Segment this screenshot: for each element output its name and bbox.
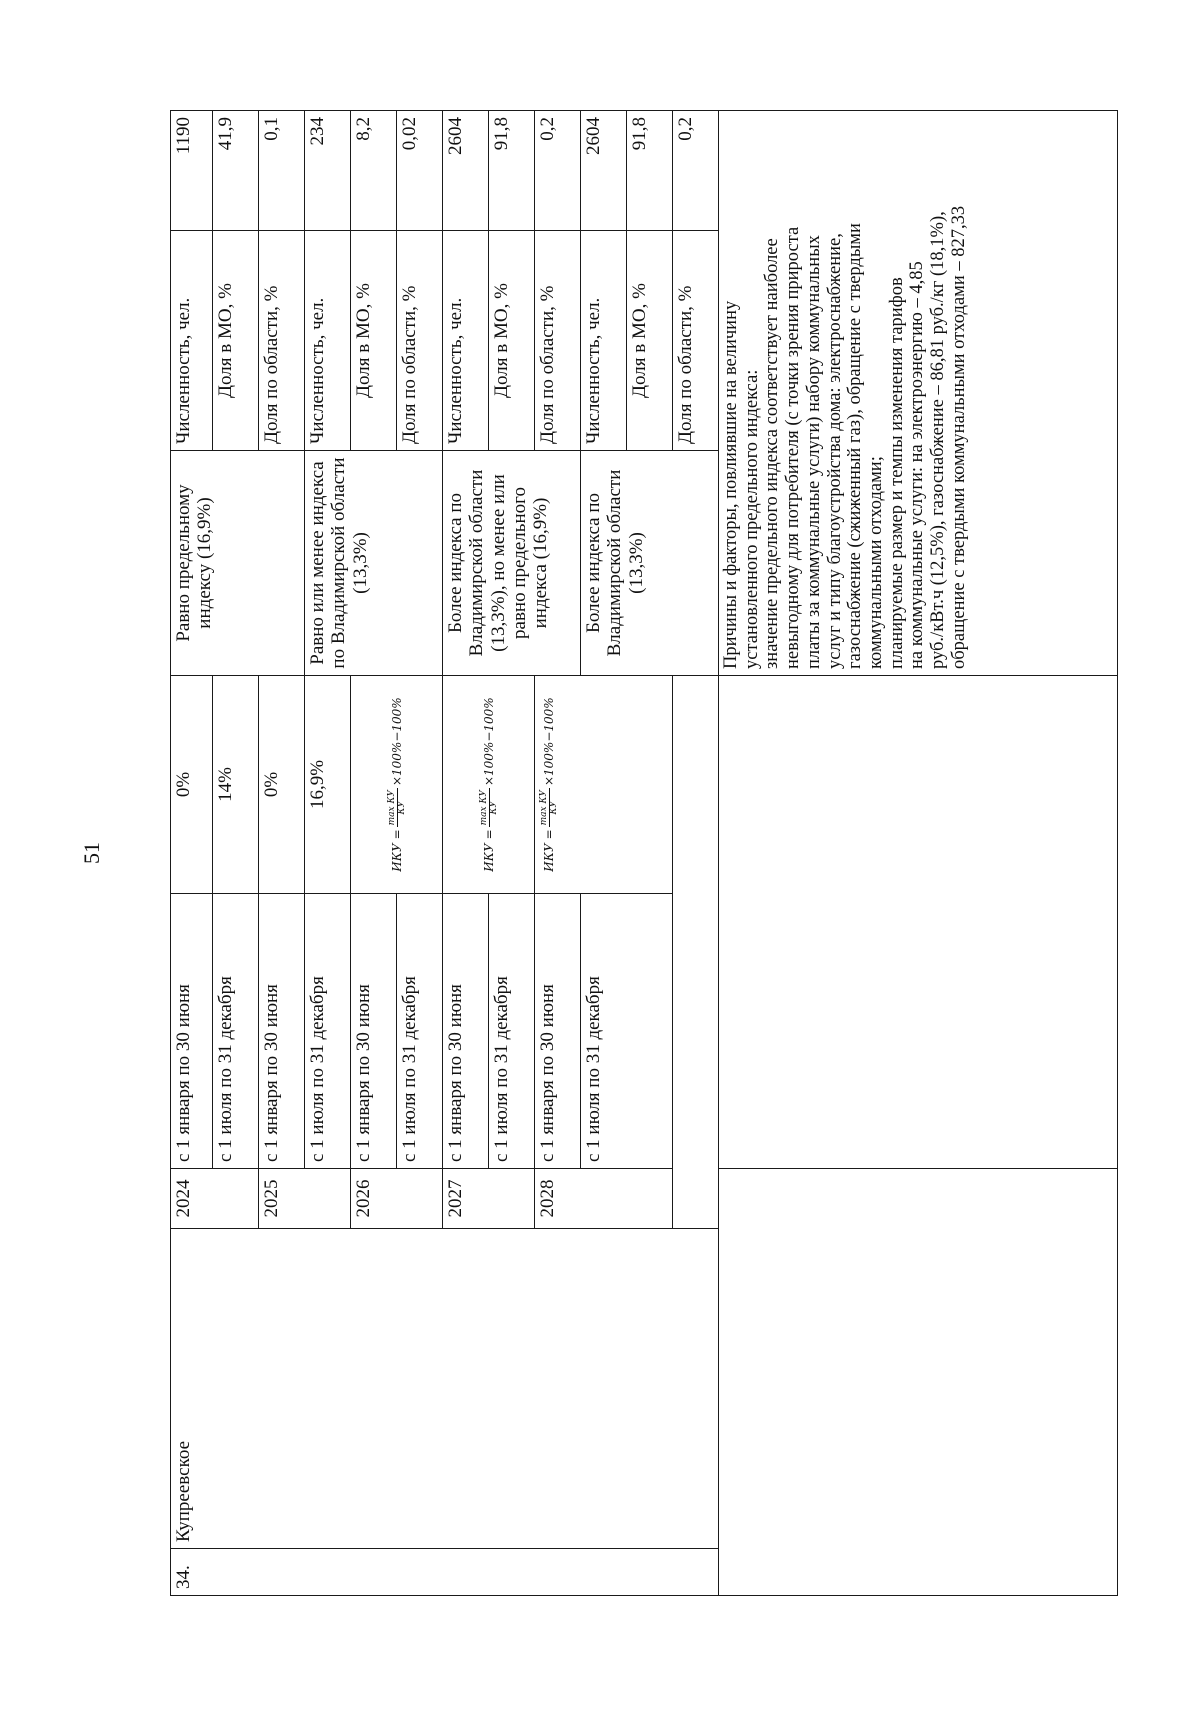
row-number: 34. — [171, 1549, 719, 1596]
stat-label: Доля по области, % — [259, 231, 305, 451]
period-cell: с 1 июля по 31 декабря — [305, 894, 351, 1169]
reasons-left-empty — [719, 1169, 1118, 1596]
tariff-index-table — [170, 110, 1118, 1596]
stat-value: 8,2 — [351, 111, 397, 231]
stat-value: 91,8 — [489, 111, 535, 231]
period-cell: с 1 июля по 31 декабря — [489, 894, 535, 1169]
rotated-table-container — [170, 111, 1118, 1596]
value-cell: 14% — [213, 676, 259, 894]
formula-cell — [351, 676, 443, 894]
category-cell: Равно или менее индекса по Владимирской области (13,3%) — [305, 451, 443, 676]
empty-cell — [673, 676, 719, 1229]
period-cell: с 1 января по 30 июня — [259, 894, 305, 1169]
table-row — [171, 111, 213, 1596]
stat-label: Доля в МО, % — [489, 231, 535, 451]
stat-label: Доля в МО, % — [213, 231, 259, 451]
stat-label: Доля по области, % — [673, 231, 719, 451]
year-cell: 2028 — [535, 1169, 673, 1229]
year-cell: 2027 — [443, 1169, 535, 1229]
page-number: 51 — [79, 842, 104, 864]
period-cell: с 1 января по 30 июня — [535, 894, 581, 1169]
stat-value: 234 — [305, 111, 351, 231]
stat-label: Доля в МО, % — [351, 231, 397, 451]
stat-value: 2604 — [443, 111, 489, 231]
stat-label: Доля в МО, % — [627, 231, 673, 451]
stat-value: 0,2 — [535, 111, 581, 231]
stat-value: 0,02 — [397, 111, 443, 231]
year-cell: 2026 — [351, 1169, 443, 1229]
stat-label: Доля по области, % — [535, 231, 581, 451]
stat-value: 0,1 — [259, 111, 305, 231]
category-cell: Более индекса по Владимирской области (13,3%), но менее или равно предельного индекса (16,9%) — [443, 451, 581, 676]
period-cell: с 1 января по 30 июня — [171, 894, 213, 1169]
value-cell: 0% — [259, 676, 305, 894]
stat-value: 2604 — [581, 111, 627, 231]
period-cell: с 1 июля по 31 декабря — [397, 894, 443, 1169]
table-row — [719, 111, 1118, 1596]
reasons-empty-cell — [719, 676, 1118, 1169]
period-cell: с 1 июля по 31 декабря — [581, 894, 673, 1169]
stat-value: 91,8 — [627, 111, 673, 231]
stat-label: Численность, чел. — [443, 231, 489, 451]
stat-value: 0,2 — [673, 111, 719, 231]
year-cell: 2025 — [259, 1169, 351, 1229]
formula-cell — [535, 676, 673, 894]
index-formula: ИКУ = max КУ КУ ×100%−100% — [478, 697, 500, 872]
index-formula: ИКУ = max КУ КУ ×100%−100% — [538, 697, 560, 872]
formula-cell — [443, 676, 535, 894]
stat-value: 41,9 — [213, 111, 259, 231]
period-cell: с 1 января по 30 июня — [351, 894, 397, 1169]
stat-value: 1190 — [171, 111, 213, 231]
municipality-name: Купреевское — [171, 1229, 719, 1549]
value-cell: 0% — [171, 676, 213, 894]
category-cell: Более индекса по Владимирской области (13,3%) — [581, 451, 719, 676]
category-cell: Равно предельному индексу (16,9%) — [171, 451, 305, 676]
year-cell: 2024 — [171, 1169, 259, 1229]
reasons-text: Причины и факторы, повлиявшие на величину установленного предельного индекса: значение предельного индекса соответствует наиболее невыгодному для потребителя (с точки зрения прироста платы за коммунальные услуги) набору коммунальных услуг и типу благоустройства дома: электроснабжение, газоснабжение (сжиженный газ), обращение с твердыми коммунальными отходами; планируемые размер и темпы изменения тарифов на коммунальные услуги: на электроэнергию – 4,85 руб./кВт.ч (12,5%), газоснабжение – 86,81 руб./кг (18,1%), обращение с твердыми коммунальными отходами – 827,33 — [719, 111, 1118, 676]
stat-label: Доля по области, % — [397, 231, 443, 451]
stat-label: Численность, чел. — [305, 231, 351, 451]
index-formula: ИКУ = max КУ КУ ×100%−100% — [386, 697, 408, 872]
period-cell: с 1 июля по 31 декабря — [213, 894, 259, 1169]
stat-label: Численность, чел. — [171, 231, 213, 451]
stat-label: Численность, чел. — [581, 231, 627, 451]
value-cell: 16,9% — [305, 676, 351, 894]
period-cell: с 1 января по 30 июня — [443, 894, 489, 1169]
